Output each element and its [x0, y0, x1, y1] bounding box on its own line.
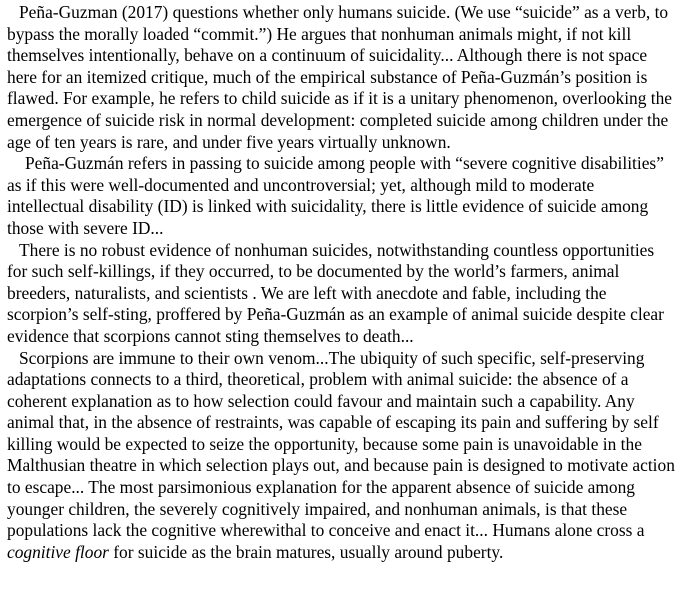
paragraph-4 [7, 348, 675, 564]
paragraph-1: Peña-Guzman (2017) questions whether only humans suicide. (We use “suicide” as a verb, to bypass the morally loaded “commit.”) He argues that nonhuman animals might, if not kill themselves intentionally, behave on a continuum of suicidality... Although there is not space here for an itemized critique, much of the empirical substance of Peña-Guzmán’s position is flawed. For example, he refers to child suicide as if it is a unitary phenomenon, overlooking the emergence of suicide risk in normal development: completed suicide among children under the age of ten years is rare, and under five years virtually unknown. [7, 2, 673, 152]
paragraph-4-emphasis: cognitive floor [7, 541, 109, 562]
paragraph-4-text-after: for suicide as the brain matures, usually around puberty. [108, 541, 504, 562]
paragraph-2: Peña-Guzmán refers in passing to suicide among people with “severe cognitive disabilities” as if this were well-documented and uncontroversial; yet, although mild to moderate intellectual disability (ID) is linked with suicidality, there is little evidence of suicide among those with severe ID... [7, 153, 664, 238]
paragraph-4-text-before: Scorpions are immune to their own venom...The ubiquity of such specific, self-preserving adaptations connects to a third, theoretical, problem with animal suicide: the absence of a coherent explanation as to how selection could favour and maintain such a capability. Any animal that, in the absence of restraints, was capable of escaping its pain and suffering by self killing would be expected to seize the opportunity, because some pain is unavoidable in the Malthusian theatre in which selection plays out, and because pain is designed to motivate action to escape... The most parsimonious explanation for the apparent absence of suicide among younger children, the severely cognitively impaired, and nonhuman animals, is that these populations lack the cognitive wherewithal to conceive and enact it... Humans alone cross a [7, 347, 675, 541]
paragraph-3: There is no robust evidence of nonhuman suicides, notwithstanding countless opportunities for such self-killings, if they occurred, to be documented by the world’s farmers, animal breeders, naturalists, and scientists . We are left with anecdote and fable, including the scorpion’s self-sting, proffered by Peña-Guzmán as an example of animal suicide despite clear evidence that scorpions cannot sting themselves to death... [7, 239, 664, 346]
document-body [7, 2, 675, 563]
